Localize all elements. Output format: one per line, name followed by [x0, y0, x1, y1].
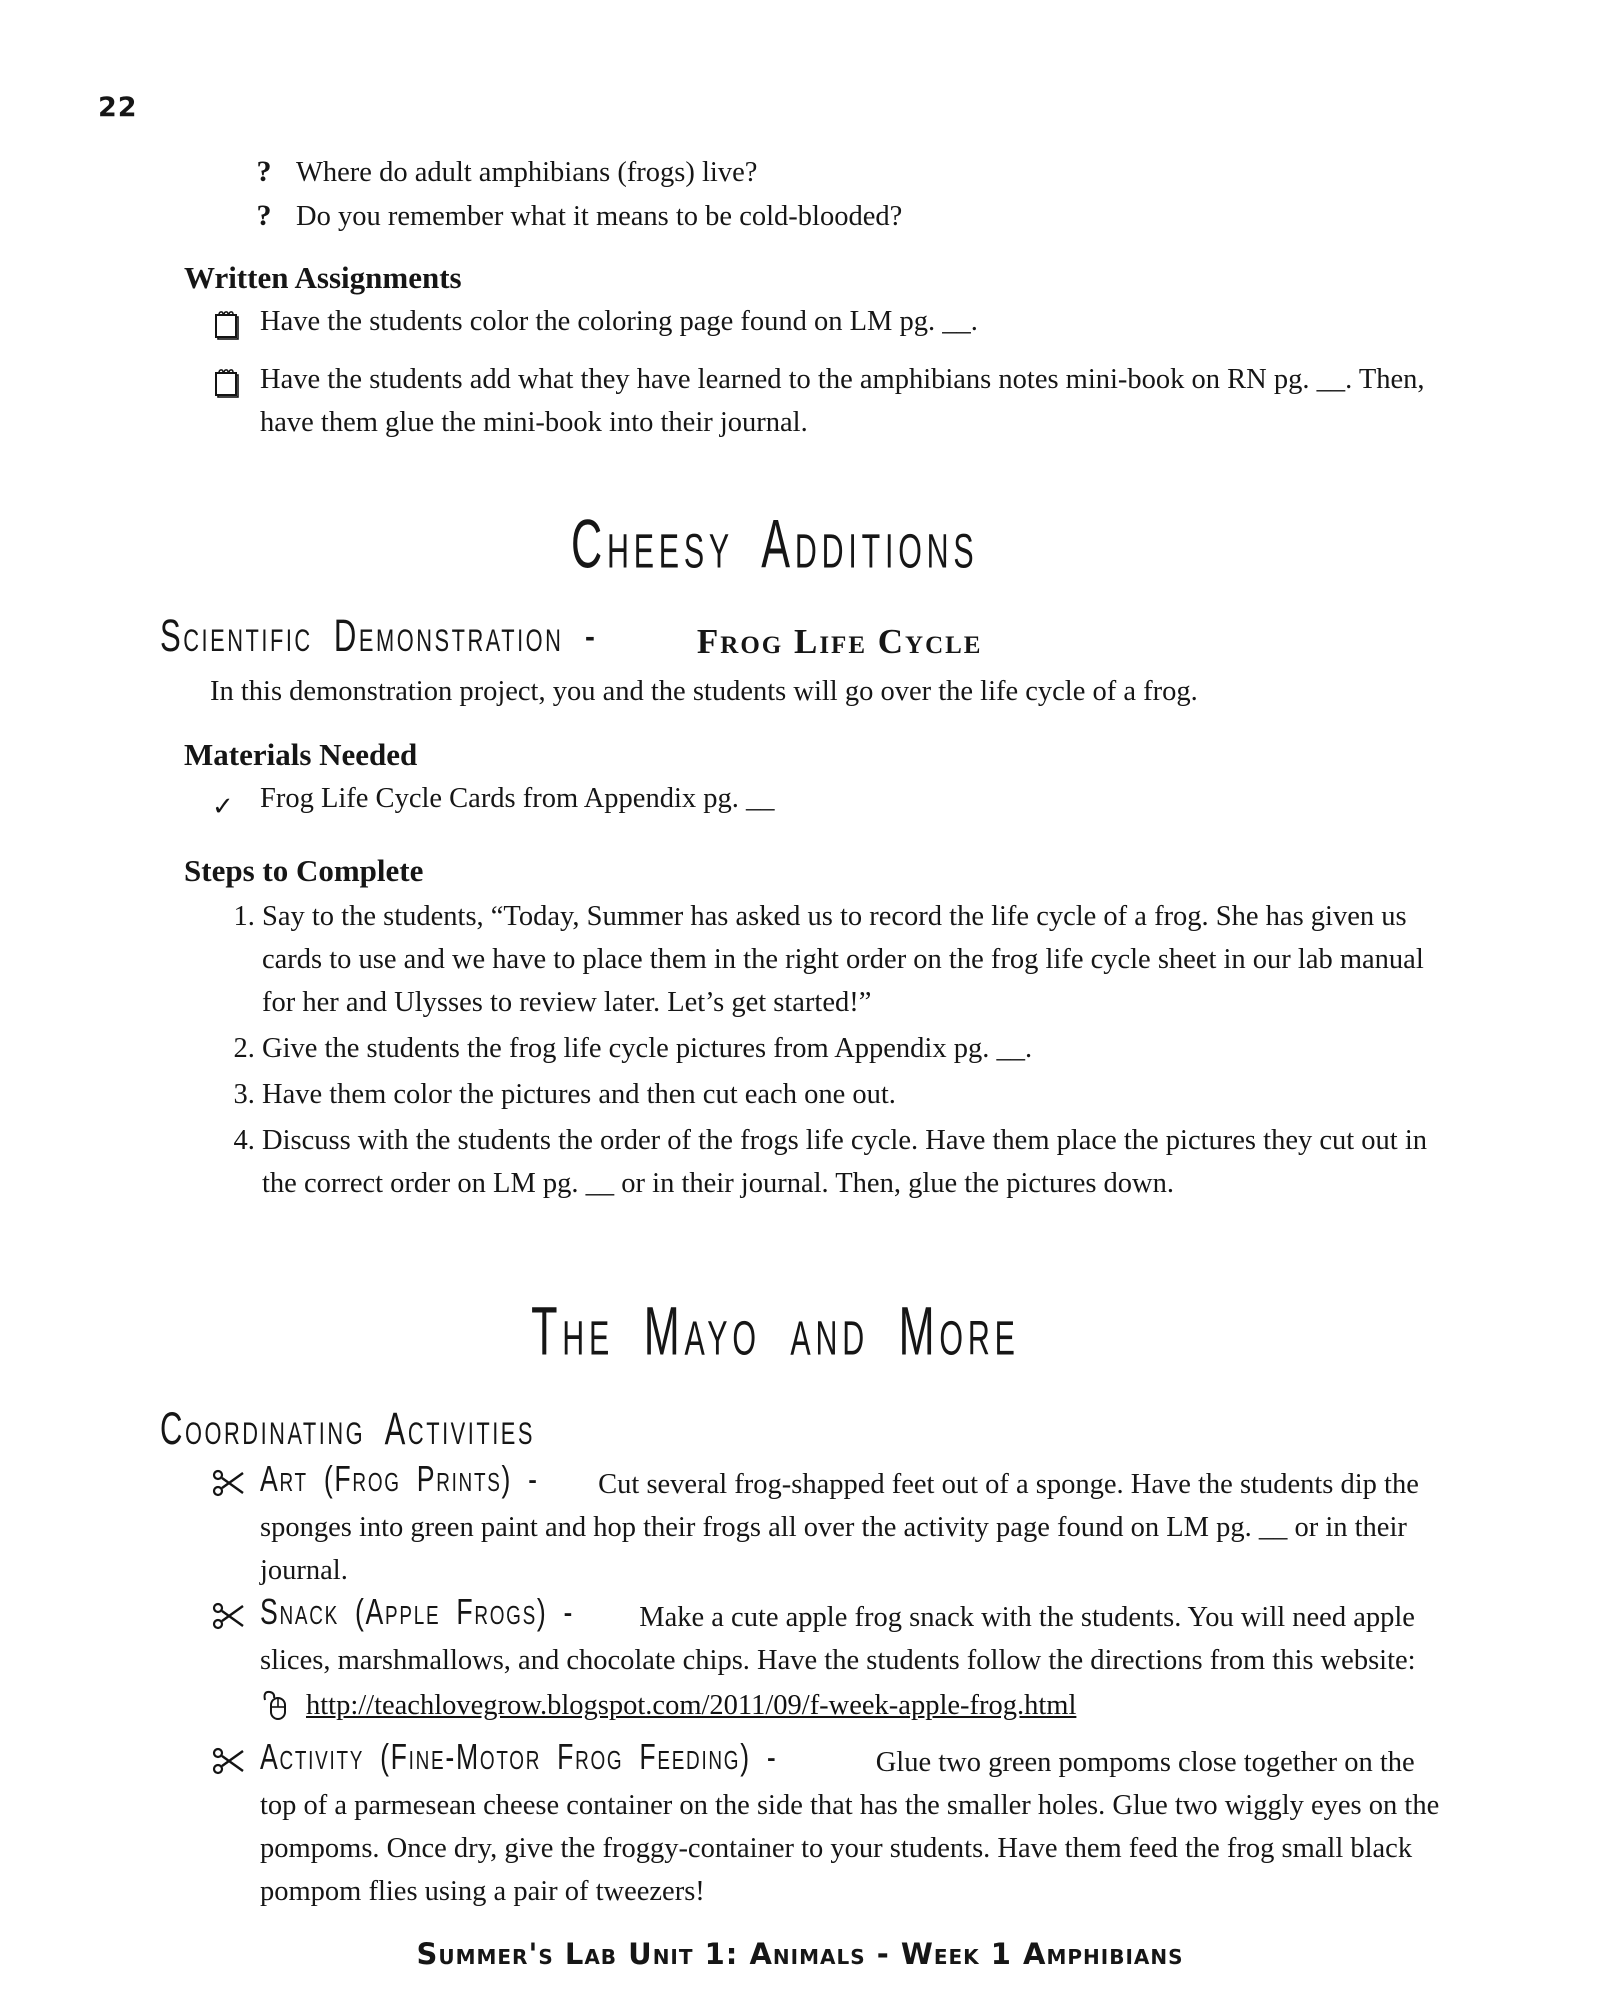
question-mark-icon: ?	[256, 199, 272, 232]
activity-body	[260, 1590, 1440, 1737]
materials-needed-heading: Materials Needed	[184, 737, 418, 772]
review-questions-list	[252, 0, 1440, 238]
assignment-item	[212, 300, 1440, 354]
checkmark-icon: ✓	[212, 792, 234, 822]
website-link-row	[262, 1684, 1440, 1735]
step-item: 4. Discuss with the students the order of the frogs life cycle. Have them place the pictures they cut out in the correct order on LM pg. __ or in their journal. Then, glue the pictures down.	[262, 1119, 1447, 1205]
activities-list	[160, 1457, 1440, 1913]
page-footer: Summer's Lab Unit 1: Animals - Week 1 Amphibians	[416, 1937, 1184, 1971]
apple-frog-link[interactable]: http://teachlovegrow.blogspot.com/2011/09/f-week-apple-frog.html	[306, 1690, 1077, 1721]
mayo-and-more-section-title	[160, 1292, 1440, 1371]
activity-item	[212, 1457, 1440, 1592]
steps-to-complete-heading: Steps to Complete	[184, 853, 424, 888]
question-text: Where do adult amphibians (frogs) live?	[296, 157, 758, 188]
question-item	[252, 194, 1440, 238]
section-title-text: Cheesy Additions	[571, 505, 979, 583]
assignment-item	[212, 358, 1440, 444]
step-item: 1. Say to the students, “Today, Summer has asked us to record the life cycle of a frog. She has given us cards to use and we have to place them in the right order on the frog life cycle sheet in our lab manual for her and Ulysses to review later. Let’s get started!”	[262, 895, 1447, 1024]
demo-title: Frog Life Cycle	[696, 622, 983, 661]
assignment-text: Have the students color the coloring page found on LM pg. __.	[260, 306, 978, 337]
steps-list	[160, 895, 1447, 1205]
demo-heading: Scientific Demonstration -	[160, 610, 598, 661]
activity-body	[260, 1457, 1440, 1592]
section-title-text: The Mayo and More	[530, 1292, 1020, 1370]
activity-text: Make a cute apple frog snack with the students. You will need apple slices, marshmallows, and chocolate chips. Have the students follow the directions from this website:	[260, 1602, 1416, 1676]
assignment-text: Have the students add what they have learned to the amphibians notes mini-book on RN pg. __. Then, have them glue the mini-book into their journal.	[260, 364, 1425, 438]
step-item: 2. Give the students the frog life cycle pictures from Appendix pg. __.	[262, 1027, 1447, 1070]
activity-body	[260, 1735, 1440, 1913]
written-assignments-heading: Written Assignments	[184, 260, 462, 295]
activity-text: Glue two green pompoms close together on the top of a parmesean cheese container on the side that has the smaller holes. Glue two wiggly eyes on the pompoms. Once dry, give the froggy-container to your students. Have them feed the frog small black pompom flies using a pair of tweezers!	[260, 1747, 1440, 1907]
step-item: 3. Have them color the pictures and then cut each one out.	[262, 1073, 1447, 1116]
mouse-icon	[262, 1684, 292, 1735]
scissors-icon	[212, 1739, 246, 1913]
scissors-icon	[212, 1461, 246, 1592]
notepad-icon	[212, 358, 246, 444]
question-item	[252, 150, 1440, 194]
material-item	[212, 777, 1440, 829]
activity-label: Activity (Fine-Motor Frog Feeding) -	[260, 1735, 778, 1778]
cheesy-additions-section-title	[160, 505, 1440, 584]
activity-label: Snack (Apple Frogs) -	[260, 1590, 575, 1633]
notepad-icon	[212, 300, 246, 354]
material-text: Frog Life Cycle Cards from Appendix pg. __	[260, 783, 775, 814]
question-mark-icon: ?	[256, 155, 272, 188]
coordinating-activities-heading: Coordinating Activities	[160, 1403, 535, 1454]
demo-heading-row	[160, 610, 1440, 662]
activity-label: Art (Frog Prints) -	[260, 1457, 539, 1500]
scissors-icon	[212, 1594, 246, 1737]
activity-item	[212, 1735, 1440, 1913]
page-number: 22	[98, 92, 138, 123]
activity-item	[212, 1590, 1440, 1737]
activity-text: Cut several frog-shapped feet out of a sponge. Have the students dip the sponges into green paint and hop their frogs all over the activity page found on LM pg. __ or in their journal.	[260, 1469, 1419, 1586]
demo-intro-text: In this demonstration project, you and the students will go over the life cycle of a frog.	[210, 676, 1198, 707]
question-text: Do you remember what it means to be cold-blooded?	[296, 201, 903, 232]
